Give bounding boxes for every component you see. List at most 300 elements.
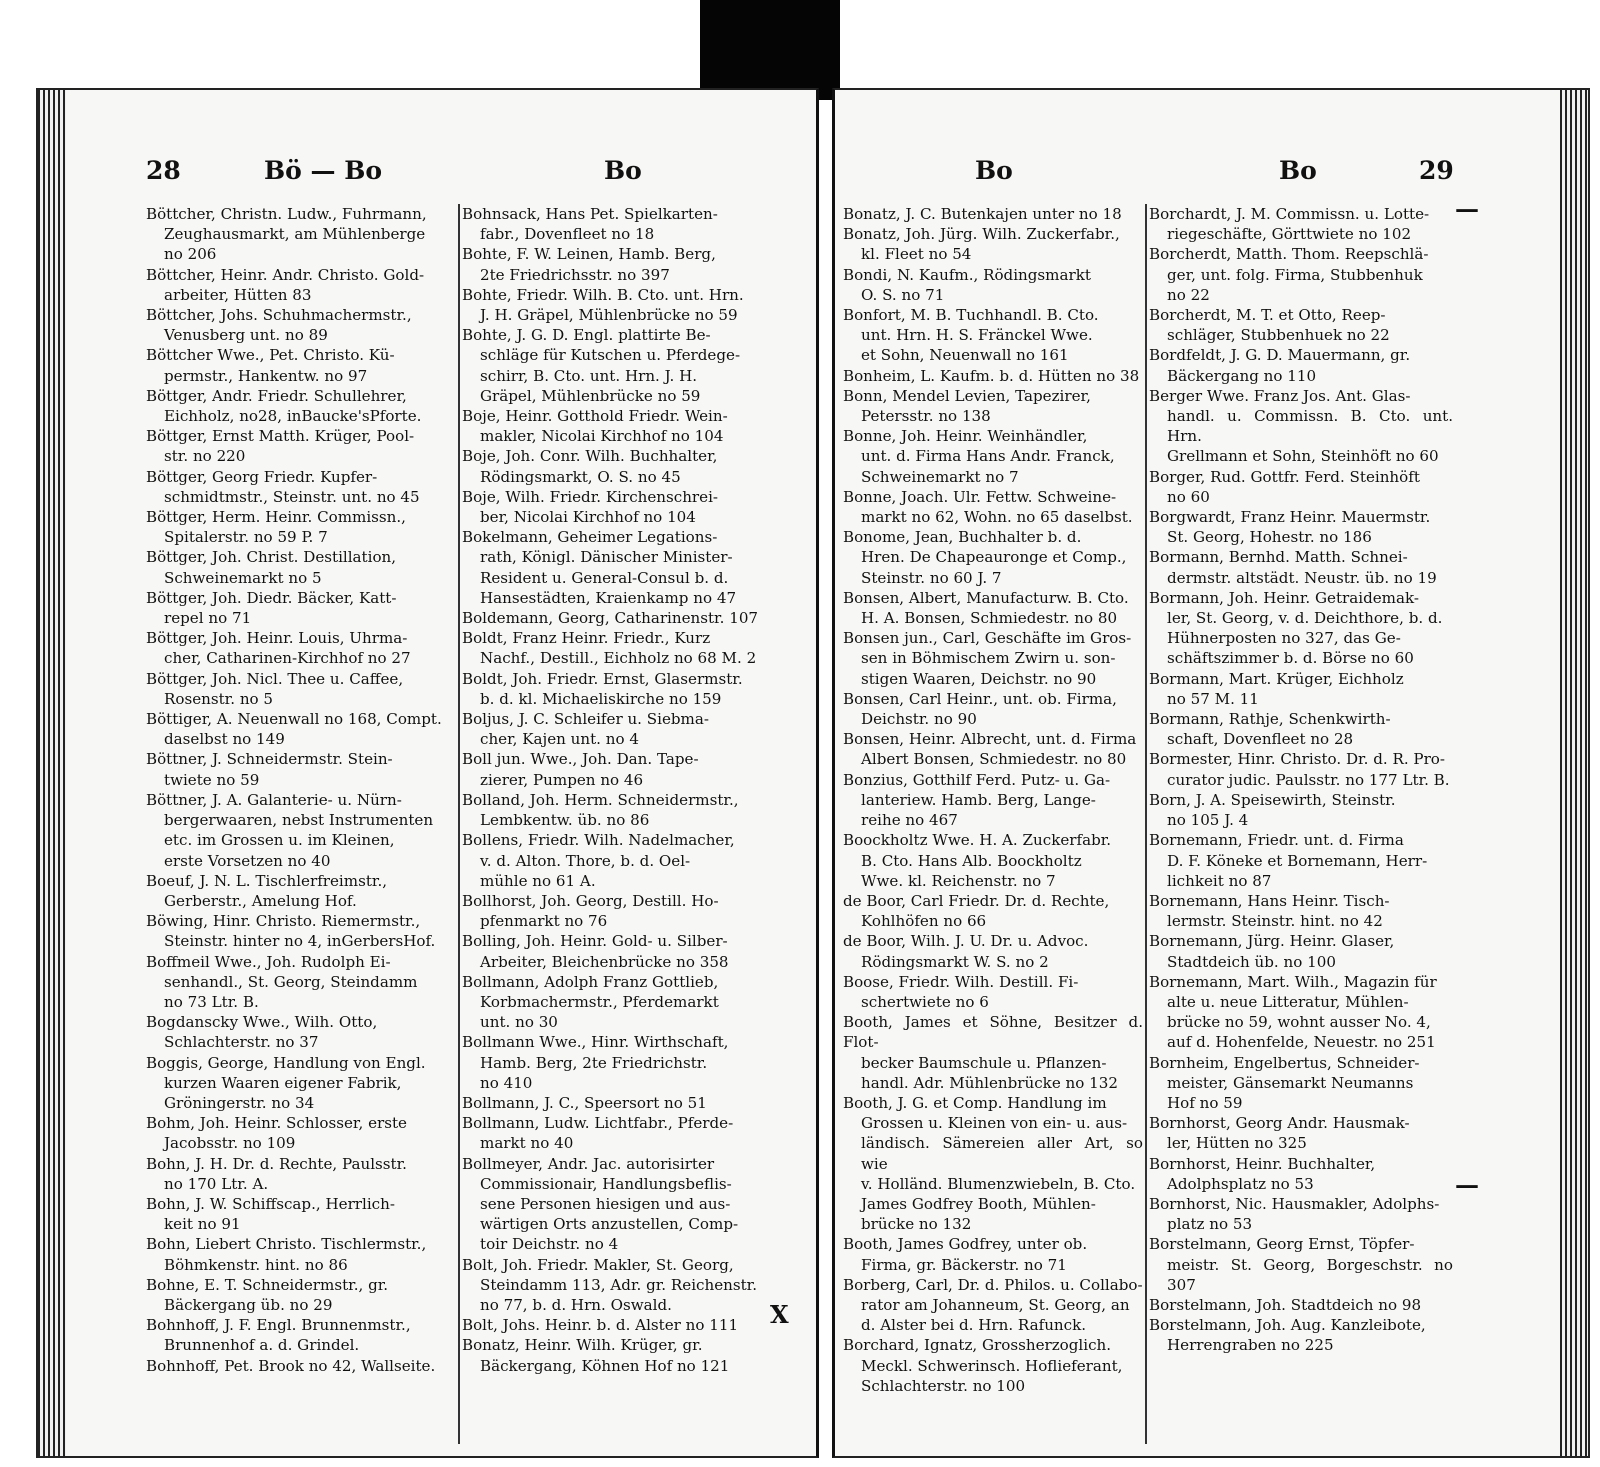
directory-entry [843, 830, 1143, 891]
running-head: Bo [975, 156, 1013, 185]
entry-name-line: Bollmann Wwe., Hinr. Wirthschaft, [462, 1033, 729, 1052]
entry-name-line: Bonheim, L. Kaufm. b. d. Hütten no 38 [843, 366, 1140, 385]
entry-name-line: Böttger, Joh. Diedr. Bäcker, Katt- [146, 588, 397, 607]
entry-continuation-line: schläge für Kutschen u. Pferdege- [480, 346, 741, 365]
directory-entry [462, 608, 774, 628]
entry-continuation-line: cher, Catharinen-Kirchhof no 27 [164, 649, 411, 668]
entry-continuation-line: curator judic. Paulsstr. no 177 Ltr. B. [1167, 770, 1450, 789]
entry-continuation-line: no 22 [1167, 285, 1210, 304]
directory-entry [843, 386, 1143, 426]
directory-entry [146, 709, 460, 749]
directory-entry [462, 1315, 774, 1335]
directory-entry [1149, 1154, 1453, 1194]
entry-name-line: Böttcher Wwe., Pet. Christo. Kü- [146, 346, 395, 365]
entry-continuation-line: St. Georg, Hohestr. no 186 [1167, 528, 1372, 547]
entry-continuation-line: Jacobsstr. no 109 [164, 1134, 296, 1153]
entry-name-line: Bollens, Friedr. Wilh. Nadelmacher, [462, 831, 735, 850]
entry-continuation-line: Steinstr. hinter no 4, inGerbersHof. [164, 932, 436, 951]
entry-continuation-line: brücke no 132 [861, 1215, 972, 1234]
entry-name-line: de Boor, Wilh. J. U. Dr. u. Advoc. [843, 932, 1089, 951]
entry-continuation-line: rath, Königl. Dänischer Minister- [480, 548, 733, 567]
entry-continuation-line: no 410 [480, 1073, 533, 1092]
entry-continuation-line: Rödingsmarkt W. S. no 2 [861, 952, 1049, 971]
entry-name-line: Bormann, Rathje, Schenkwirth- [1149, 710, 1391, 729]
entry-name-line: Bollmeyer, Andr. Jac. autorisirter [462, 1154, 715, 1173]
entry-continuation-line: markt no 62, Wohn. no 65 daselbst. [861, 508, 1133, 527]
entry-continuation-line: ler, St. Georg, v. d. Deichthore, b. d. [1167, 609, 1443, 628]
entry-name-line: Bonsen, Albert, Manufacturw. B. Cto. [843, 588, 1129, 607]
directory-entry [1149, 244, 1453, 305]
entry-name-line: Borstelmann, Georg Ernst, Töpfer- [1149, 1235, 1415, 1254]
entry-name-line: Bonatz, Heinr. Wilh. Krüger, gr. [462, 1336, 703, 1355]
entry-name-line: Bollmann, Adolph Franz Gottlieb, [462, 972, 719, 991]
directory-entry [843, 487, 1143, 527]
entry-continuation-line: etc. im Grossen u. im Kleinen, [164, 831, 395, 850]
entry-name-line: Bonne, Joh. Heinr. Weinhändler, [843, 427, 1088, 446]
entry-name-line: Bormann, Bernhd. Matth. Schnei- [1149, 548, 1408, 567]
entry-continuation-line: ler, Hütten no 325 [1167, 1134, 1307, 1153]
entry-name-line: Bornemann, Hans Heinr. Tisch- [1149, 891, 1390, 910]
entry-name-line: Bonatz, Joh. Jürg. Wilh. Zuckerfabr., [843, 225, 1120, 244]
directory-entry [462, 527, 774, 608]
directory-entry [146, 1356, 460, 1376]
directory-entry [1149, 1194, 1453, 1234]
directory-entry [462, 972, 774, 1033]
directory-entry [843, 305, 1143, 366]
entry-continuation-line: schirr, B. Cto. unt. Hrn. J. H. [480, 366, 698, 385]
entry-continuation-line: erste Vorsetzen no 40 [164, 851, 331, 870]
entry-continuation-line: senhandl., St. Georg, Steindamm [164, 972, 418, 991]
entry-name-line: Borgwardt, Franz Heinr. Mauermstr. [1149, 508, 1431, 527]
directory-entry [146, 386, 460, 426]
entry-continuation-line: sene Personen hiesigen und aus- [480, 1194, 731, 1213]
directory-entry [146, 1194, 460, 1234]
entry-name-line: Böttiger, A. Neuenwall no 168, Compt. [146, 710, 442, 729]
directory-entry [1149, 547, 1453, 587]
entry-continuation-line: pfenmarkt no 76 [480, 912, 608, 931]
directory-column [843, 204, 1143, 1454]
entry-name-line: Bolt, Joh. Friedr. Makler, St. Georg, [462, 1255, 734, 1274]
entry-continuation-line: schläger, Stubbenhuek no 22 [1167, 326, 1390, 345]
entry-continuation-line: Commissionair, Handlungsbeflis- [480, 1174, 732, 1193]
entry-continuation-line: Firma, gr. Bäckerstr. no 71 [861, 1255, 1067, 1274]
directory-entry [1149, 204, 1453, 244]
entry-name-line: Böttger, Joh. Heinr. Louis, Uhrma- [146, 629, 408, 648]
entry-continuation-line: platz no 53 [1167, 1215, 1253, 1234]
entry-name-line: Böttner, J. A. Galanterie- u. Nürn- [146, 790, 402, 809]
directory-entry [462, 931, 774, 971]
directory-entry [1149, 669, 1453, 709]
entry-name-line: Böttger, Joh. Nicl. Thee u. Caffee, [146, 669, 404, 688]
entry-name-line: Bormann, Joh. Heinr. Getraidemak- [1149, 588, 1419, 607]
directory-entry [146, 467, 460, 507]
entry-name-line: Bogdanscky Wwe., Wilh. Otto, [146, 1013, 378, 1032]
entry-continuation-line: Meckl. Schwerinsch. Hoflieferant, [861, 1356, 1123, 1375]
entry-continuation-line: unt. no 30 [480, 1013, 558, 1032]
entry-name-line: Boje, Wilh. Friedr. Kirchenschrei- [462, 487, 719, 506]
entry-name-line: Bohn, J. W. Schiffscap., Herrlich- [146, 1194, 395, 1213]
entry-continuation-line: Schweinemarkt no 7 [861, 467, 1019, 486]
directory-column [462, 204, 774, 1454]
directory-entry [1149, 386, 1453, 467]
entry-continuation-line: no 60 [1167, 487, 1210, 506]
directory-entry [462, 830, 774, 891]
entry-continuation-line: Bäckergang no 110 [1167, 366, 1317, 385]
entry-name-line: Böttger, Joh. Christ. Destillation, [146, 548, 397, 567]
entry-continuation-line: Bäckergang üb. no 29 [164, 1295, 333, 1314]
entry-name-line: Boje, Heinr. Gotthold Friedr. Wein- [462, 407, 728, 426]
entry-name-line: Bormester, Hinr. Christo. Dr. d. R. Pro- [1149, 750, 1445, 769]
entry-continuation-line: handl. Adr. Mühlenbrücke no 132 [861, 1073, 1118, 1092]
directory-entry [462, 891, 774, 931]
directory-entry [843, 729, 1143, 769]
directory-entry [146, 588, 460, 628]
page-edge [38, 90, 66, 1456]
entry-continuation-line: Spitalerstr. no 59 P. 7 [164, 528, 328, 547]
entry-continuation-line: Albert Bonsen, Schmiedestr. no 80 [861, 750, 1127, 769]
directory-entry [146, 628, 460, 668]
directory-entry [843, 1093, 1143, 1234]
entry-name-line: Bormann, Mart. Krüger, Eichholz [1149, 669, 1404, 688]
directory-entry [843, 204, 1143, 224]
entry-name-line: Bornemann, Friedr. unt. d. Firma [1149, 831, 1404, 850]
marginal-cross: X [770, 1300, 789, 1329]
entry-continuation-line: Grossen u. Kleinen von ein- u. aus- [861, 1114, 1128, 1133]
entry-continuation-line: zierer, Pumpen no 46 [480, 770, 644, 789]
directory-entry [146, 1012, 460, 1052]
entry-continuation-line: schaft, Dovenfleet no 28 [1167, 730, 1354, 749]
directory-entry [462, 790, 774, 830]
entry-continuation-line: Hamb. Berg, 2te Friedrichstr. [480, 1053, 708, 1072]
entry-name-line: Boose, Friedr. Wilh. Destill. Fi- [843, 972, 1079, 991]
entry-continuation-line: Gröningerstr. no 34 [164, 1093, 315, 1112]
entry-name-line: Borchard, Ignatz, Grossherzoglich. [843, 1336, 1112, 1355]
entry-continuation-line: 2te Friedrichsstr. no 397 [480, 265, 670, 284]
entry-continuation-line: et Sohn, Neuenwall no 161 [861, 346, 1069, 365]
entry-continuation-line: ber, Nicolai Kirchhof no 104 [480, 508, 696, 527]
entry-continuation-line: Schlachterstr. no 37 [164, 1033, 319, 1052]
directory-entry [462, 749, 774, 789]
entry-continuation-line: toir Deichstr. no 4 [480, 1235, 619, 1254]
entry-continuation-line: no 206 [164, 245, 217, 264]
entry-continuation-line: Brunnenhof a. d. Grindel. [164, 1336, 360, 1355]
entry-name-line: Boljus, J. C. Schleifer u. Siebma- [462, 710, 709, 729]
entry-continuation-line: v. d. Alton. Thore, b. d. Oel- [480, 851, 691, 870]
marginal-dash: — [1455, 1170, 1479, 1199]
directory-entry [146, 507, 460, 547]
entry-name-line: Bollmann, Ludw. Lichtfabr., Pferde- [462, 1114, 734, 1133]
entry-continuation-line: O. S. no 71 [861, 285, 945, 304]
page-number-left: 28 [146, 156, 181, 185]
directory-entry [462, 1335, 774, 1375]
entry-continuation-line: Korbmachermstr., Pferdemarkt [480, 992, 719, 1011]
directory-entry [1149, 790, 1453, 830]
directory-entry [843, 426, 1143, 487]
directory-entry [1149, 1113, 1453, 1153]
entry-continuation-line: twiete no 59 [164, 770, 260, 789]
directory-entry [843, 366, 1143, 386]
page-number-right: 29 [1419, 156, 1454, 185]
entry-name-line: Bohte, J. G. D. Engl. plattirte Be- [462, 326, 711, 345]
directory-entry [146, 547, 460, 587]
entry-name-line: Bonsen, Carl Heinr., unt. ob. Firma, [843, 689, 1117, 708]
entry-name-line: de Boor, Carl Friedr. Dr. d. Rechte, [843, 891, 1110, 910]
directory-entry [146, 749, 460, 789]
entry-continuation-line: unt. Hrn. H. S. Fränckel Wwe. [861, 326, 1093, 345]
entry-name-line: Boje, Joh. Conr. Wilh. Buchhalter, [462, 447, 718, 466]
entry-name-line: Bohnhoff, Pet. Brook no 42, Wallseite. [146, 1356, 436, 1375]
directory-entry [462, 1154, 774, 1255]
entry-name-line: Bohnhoff, J. F. Engl. Brunnenmstr., [146, 1316, 411, 1335]
entry-continuation-line: markt no 40 [480, 1134, 574, 1153]
entry-continuation-line: schäftszimmer b. d. Börse no 60 [1167, 649, 1414, 668]
entry-name-line: Bonzius, Gotthilf Ferd. Putz- u. Ga- [843, 770, 1111, 789]
entry-continuation-line: kl. Fleet no 54 [861, 245, 972, 264]
entry-continuation-line: Gerberstr., Amelung Hof. [164, 891, 357, 910]
entry-continuation-line: Lembkentw. üb. no 86 [480, 811, 650, 830]
entry-name-line: Born, J. A. Speisewirth, Steinstr. [1149, 790, 1396, 809]
entry-name-line: Boggis, George, Handlung von Engl. [146, 1053, 426, 1072]
directory-entry [462, 1255, 774, 1316]
entry-name-line: Bonatz, J. C. Butenkajen unter no 18 [843, 205, 1122, 223]
entry-continuation-line: meistr. St. Georg, Borgeschstr. no 307 [1167, 1255, 1453, 1294]
entry-name-line: Bollhorst, Joh. Georg, Destill. Ho- [462, 891, 719, 910]
entry-name-line: Bordfeldt, J. G. D. Mauermann, gr. [1149, 346, 1411, 365]
entry-continuation-line: lichkeit no 87 [1167, 871, 1272, 890]
directory-entry [1149, 1295, 1453, 1315]
directory-entry [146, 265, 460, 305]
entry-continuation-line: lermstr. Steinstr. hint. no 42 [1167, 912, 1383, 931]
entry-continuation-line: riegeschäfte, Görttwiete no 102 [1167, 225, 1412, 244]
entry-continuation-line: Hren. De Chapeauronge et Comp., [861, 548, 1127, 567]
directory-entry [1149, 749, 1453, 789]
directory-entry [1149, 1315, 1453, 1355]
entry-continuation-line: permstr., Hankentw. no 97 [164, 366, 368, 385]
directory-entry [843, 891, 1143, 931]
column-divider [458, 204, 460, 1444]
entry-name-line: Bokelmann, Geheimer Legations- [462, 528, 718, 547]
entry-name-line: Bohnsack, Hans Pet. Spielkarten- [462, 205, 718, 223]
entry-name-line: Bollmann, J. C., Speersort no 51 [462, 1093, 707, 1112]
entry-continuation-line: alte u. neue Litteratur, Mühlen- [1167, 992, 1409, 1011]
directory-entry [146, 1053, 460, 1114]
entry-continuation-line: schertwiete no 6 [861, 992, 989, 1011]
entry-name-line: Boffmeil Wwe., Joh. Rudolph Ei- [146, 952, 391, 971]
entry-continuation-line: Nachf., Destill., Eichholz no 68 M. 2 [480, 649, 757, 668]
entry-continuation-line: Wwe. kl. Reichenstr. no 7 [861, 871, 1056, 890]
book-spine [700, 0, 840, 100]
directory-entry [843, 1012, 1143, 1093]
entry-continuation-line: Venusberg unt. no 89 [164, 326, 328, 345]
entry-name-line: Bonn, Mendel Levien, Tapezirer, [843, 386, 1091, 405]
directory-entry [1149, 709, 1453, 749]
directory-entry [462, 487, 774, 527]
directory-entry [843, 972, 1143, 1012]
entry-continuation-line: Petersstr. no 138 [861, 407, 991, 426]
page-edge [1560, 90, 1588, 1456]
directory-entry [462, 628, 774, 668]
entry-continuation-line: kurzen Waaren eigener Fabrik, [164, 1073, 402, 1092]
directory-entry [843, 1335, 1143, 1396]
entry-continuation-line: Rosenstr. no 5 [164, 689, 274, 708]
entry-continuation-line: Zeughausmarkt, am Mühlenberge [164, 225, 426, 244]
entry-continuation-line: b. d. kl. Michaeliskirche no 159 [480, 689, 722, 708]
entry-continuation-line: Resident u. General-Consul b. d. [480, 568, 729, 587]
directory-entry [1149, 305, 1453, 345]
directory-entry [843, 931, 1143, 971]
entry-continuation-line: rator am Johanneum, St. Georg, an [861, 1295, 1130, 1314]
directory-entry [462, 325, 774, 406]
entry-name-line: Bonome, Jean, Buchhalter b. d. [843, 528, 1082, 547]
directory-entry [462, 446, 774, 486]
entry-continuation-line: James Godfrey Booth, Mühlen- [861, 1194, 1096, 1213]
entry-continuation-line: becker Baumschule u. Pflanzen- [861, 1053, 1107, 1072]
entry-continuation-line: keit no 91 [164, 1215, 241, 1234]
entry-name-line: Borstelmann, Joh. Aug. Kanzleibote, [1149, 1316, 1426, 1335]
entry-continuation-line: Gräpel, Mühlenbrücke no 59 [480, 386, 701, 405]
entry-name-line: Bornheim, Engelbertus, Schneider- [1149, 1053, 1420, 1072]
directory-entry [146, 305, 460, 345]
entry-name-line: Boeuf, J. N. L. Tischlerfreimstr., [146, 871, 388, 890]
directory-entry [1149, 931, 1453, 971]
entry-continuation-line: cher, Kajen unt. no 4 [480, 730, 639, 749]
entry-name-line: Bohte, Friedr. Wilh. B. Cto. unt. Hrn. [462, 285, 744, 304]
entry-continuation-line: wärtigen Orts anzustellen, Comp- [480, 1215, 739, 1234]
right-page [832, 88, 1590, 1458]
entry-continuation-line: Rödingsmarkt, O. S. no 45 [480, 467, 681, 486]
left-page [36, 88, 819, 1458]
directory-entry [146, 345, 460, 385]
entry-name-line: Bohn, Liebert Christo. Tischlermstr., [146, 1235, 427, 1254]
entry-continuation-line: Adolphsplatz no 53 [1167, 1174, 1314, 1193]
entry-continuation-line: Steindamm 113, Adr. gr. Reichenstr. [480, 1275, 758, 1294]
entry-name-line: Bolland, Joh. Herm. Schneidermstr., [462, 790, 739, 809]
entry-continuation-line: mühle no 61 A. [480, 871, 596, 890]
directory-entry [1149, 1053, 1453, 1114]
entry-name-line: Böttger, Ernst Matth. Krüger, Pool- [146, 427, 415, 446]
entry-continuation-line: Eichholz, no28, inBaucke'sPforte. [164, 407, 422, 426]
entry-name-line: Bonsen jun., Carl, Geschäfte im Gros- [843, 629, 1132, 648]
entry-name-line: Bohne, E. T. Schneidermstr., gr. [146, 1275, 389, 1294]
directory-column [1149, 204, 1453, 1454]
entry-name-line: Bornhorst, Georg Andr. Hausmak- [1149, 1114, 1410, 1133]
entry-continuation-line: Kohlhöfen no 66 [861, 912, 987, 931]
directory-entry [462, 406, 774, 446]
entry-continuation-line: no 170 Ltr. A. [164, 1174, 269, 1193]
directory-entry [146, 790, 460, 871]
entry-continuation-line: reihe no 467 [861, 811, 958, 830]
directory-entry [1149, 891, 1453, 931]
directory-entry [843, 689, 1143, 729]
entry-continuation-line: repel no 71 [164, 609, 252, 628]
entry-continuation-line: daselbst no 149 [164, 730, 285, 749]
entry-name-line: Bornemann, Mart. Wilh., Magazin für [1149, 972, 1437, 991]
entry-continuation-line: str. no 220 [164, 447, 246, 466]
entry-name-line: Böttner, J. Schneidermstr. Stein- [146, 750, 393, 769]
entry-continuation-line: Stadtdeich üb. no 100 [1167, 952, 1336, 971]
entry-continuation-line: Hühnerposten no 327, das Ge- [1167, 629, 1401, 648]
entry-name-line: Böttger, Georg Friedr. Kupfer- [146, 467, 378, 486]
entry-name-line: Boldt, Joh. Friedr. Ernst, Glasermstr. [462, 669, 743, 688]
entry-continuation-line: lanteriew. Hamb. Berg, Lange- [861, 790, 1096, 809]
entry-name-line: Böwing, Hinr. Christo. Riemermstr., [146, 912, 421, 931]
entry-continuation-line: Schlachterstr. no 100 [861, 1376, 1026, 1395]
directory-entry [843, 224, 1143, 264]
directory-entry [843, 1234, 1143, 1274]
entry-name-line: Berger Wwe. Franz Jos. Ant. Glas- [1149, 386, 1411, 405]
entry-name-line: Boldt, Franz Heinr. Friedr., Kurz [462, 629, 711, 648]
entry-continuation-line: sen in Böhmischem Zwirn u. son- [861, 649, 1116, 668]
entry-continuation-line: schmidtmstr., Steinstr. unt. no 45 [164, 487, 420, 506]
entry-continuation-line: Schweinemarkt no 5 [164, 568, 322, 587]
entry-name-line: Borstelmann, Joh. Stadtdeich no 98 [1149, 1295, 1422, 1314]
entry-continuation-line: Herrengraben no 225 [1167, 1336, 1334, 1355]
entry-name-line: Bolt, Johs. Heinr. b. d. Alster no 111 [462, 1316, 739, 1335]
entry-name-line: Bohm, Joh. Heinr. Schlosser, erste [146, 1114, 407, 1133]
entry-name-line: Böttcher, Christn. Ludw., Fuhrmann, [146, 205, 427, 223]
entry-continuation-line: no 105 J. 4 [1167, 811, 1249, 830]
directory-entry [462, 709, 774, 749]
directory-entry [843, 265, 1143, 305]
entry-name-line: Bornhorst, Nic. Hausmakler, Adolphs- [1149, 1194, 1440, 1213]
directory-entry [462, 285, 774, 325]
column-divider [1145, 204, 1147, 1444]
directory-entry [462, 669, 774, 709]
entry-name-line: Bornemann, Jürg. Heinr. Glaser, [1149, 932, 1395, 951]
entry-name-line: Booth, James et Söhne, Besitzer d. Flot- [843, 1013, 1143, 1052]
entry-continuation-line: no 57 M. 11 [1167, 689, 1259, 708]
entry-continuation-line: Grellmann et Sohn, Steinhöft no 60 [1167, 447, 1439, 466]
entry-name-line: Böttger, Herm. Heinr. Commissn., [146, 508, 406, 527]
entry-continuation-line: B. Cto. Hans Alb. Boockholtz [861, 851, 1082, 870]
entry-name-line: Böttcher, Johs. Schuhmachermstr., [146, 306, 412, 325]
directory-column [146, 204, 460, 1454]
directory-entry [843, 628, 1143, 689]
directory-entry [146, 669, 460, 709]
directory-entry [146, 426, 460, 466]
directory-entry [843, 770, 1143, 831]
entry-name-line: Borberg, Carl, Dr. d. Philos. u. Collabo- [843, 1275, 1143, 1294]
entry-continuation-line: makler, Nicolai Kirchhof no 104 [480, 427, 724, 446]
directory-entry [462, 1113, 774, 1153]
directory-entry [146, 1275, 460, 1315]
directory-entry [1149, 345, 1453, 385]
directory-entry [146, 1154, 460, 1194]
entry-continuation-line: handl. u. Commissn. B. Cto. unt. Hrn. [1167, 407, 1453, 446]
entry-continuation-line: ger, unt. folg. Firma, Stubbenhuk [1167, 265, 1423, 284]
entry-name-line: Böttcher, Heinr. Andr. Christo. Gold- [146, 265, 425, 284]
directory-entry [1149, 830, 1453, 891]
marginal-dash: — [1455, 194, 1479, 223]
entry-name-line: Boll jun. Wwe., Joh. Dan. Tape- [462, 750, 699, 769]
directory-entry [843, 1275, 1143, 1336]
entry-continuation-line: unt. d. Firma Hans Andr. Franck, [861, 447, 1115, 466]
directory-entry [1149, 467, 1453, 507]
directory-entry [1149, 588, 1453, 669]
entry-continuation-line: no 77, b. d. Hrn. Oswald. [480, 1295, 672, 1314]
entry-name-line: Borger, Rud. Gottfr. Ferd. Steinhöft [1149, 467, 1420, 486]
entry-continuation-line: bergerwaaren, nebst Instrumenten [164, 811, 434, 830]
directory-entry [146, 204, 460, 265]
entry-continuation-line: Böhmkenstr. hint. no 86 [164, 1255, 348, 1274]
entry-continuation-line: meister, Gänsemarkt Neumanns [1167, 1073, 1414, 1092]
directory-entry [146, 952, 460, 1013]
running-head: Bo [604, 156, 642, 185]
entry-continuation-line: D. F. Köneke et Bornemann, Herr- [1167, 851, 1428, 870]
entry-name-line: Borcherdt, M. T. et Otto, Reep- [1149, 306, 1386, 325]
entry-continuation-line: stigen Waaren, Deichstr. no 90 [861, 669, 1097, 688]
entry-name-line: Boockholtz Wwe. H. A. Zuckerfabr. [843, 831, 1112, 850]
